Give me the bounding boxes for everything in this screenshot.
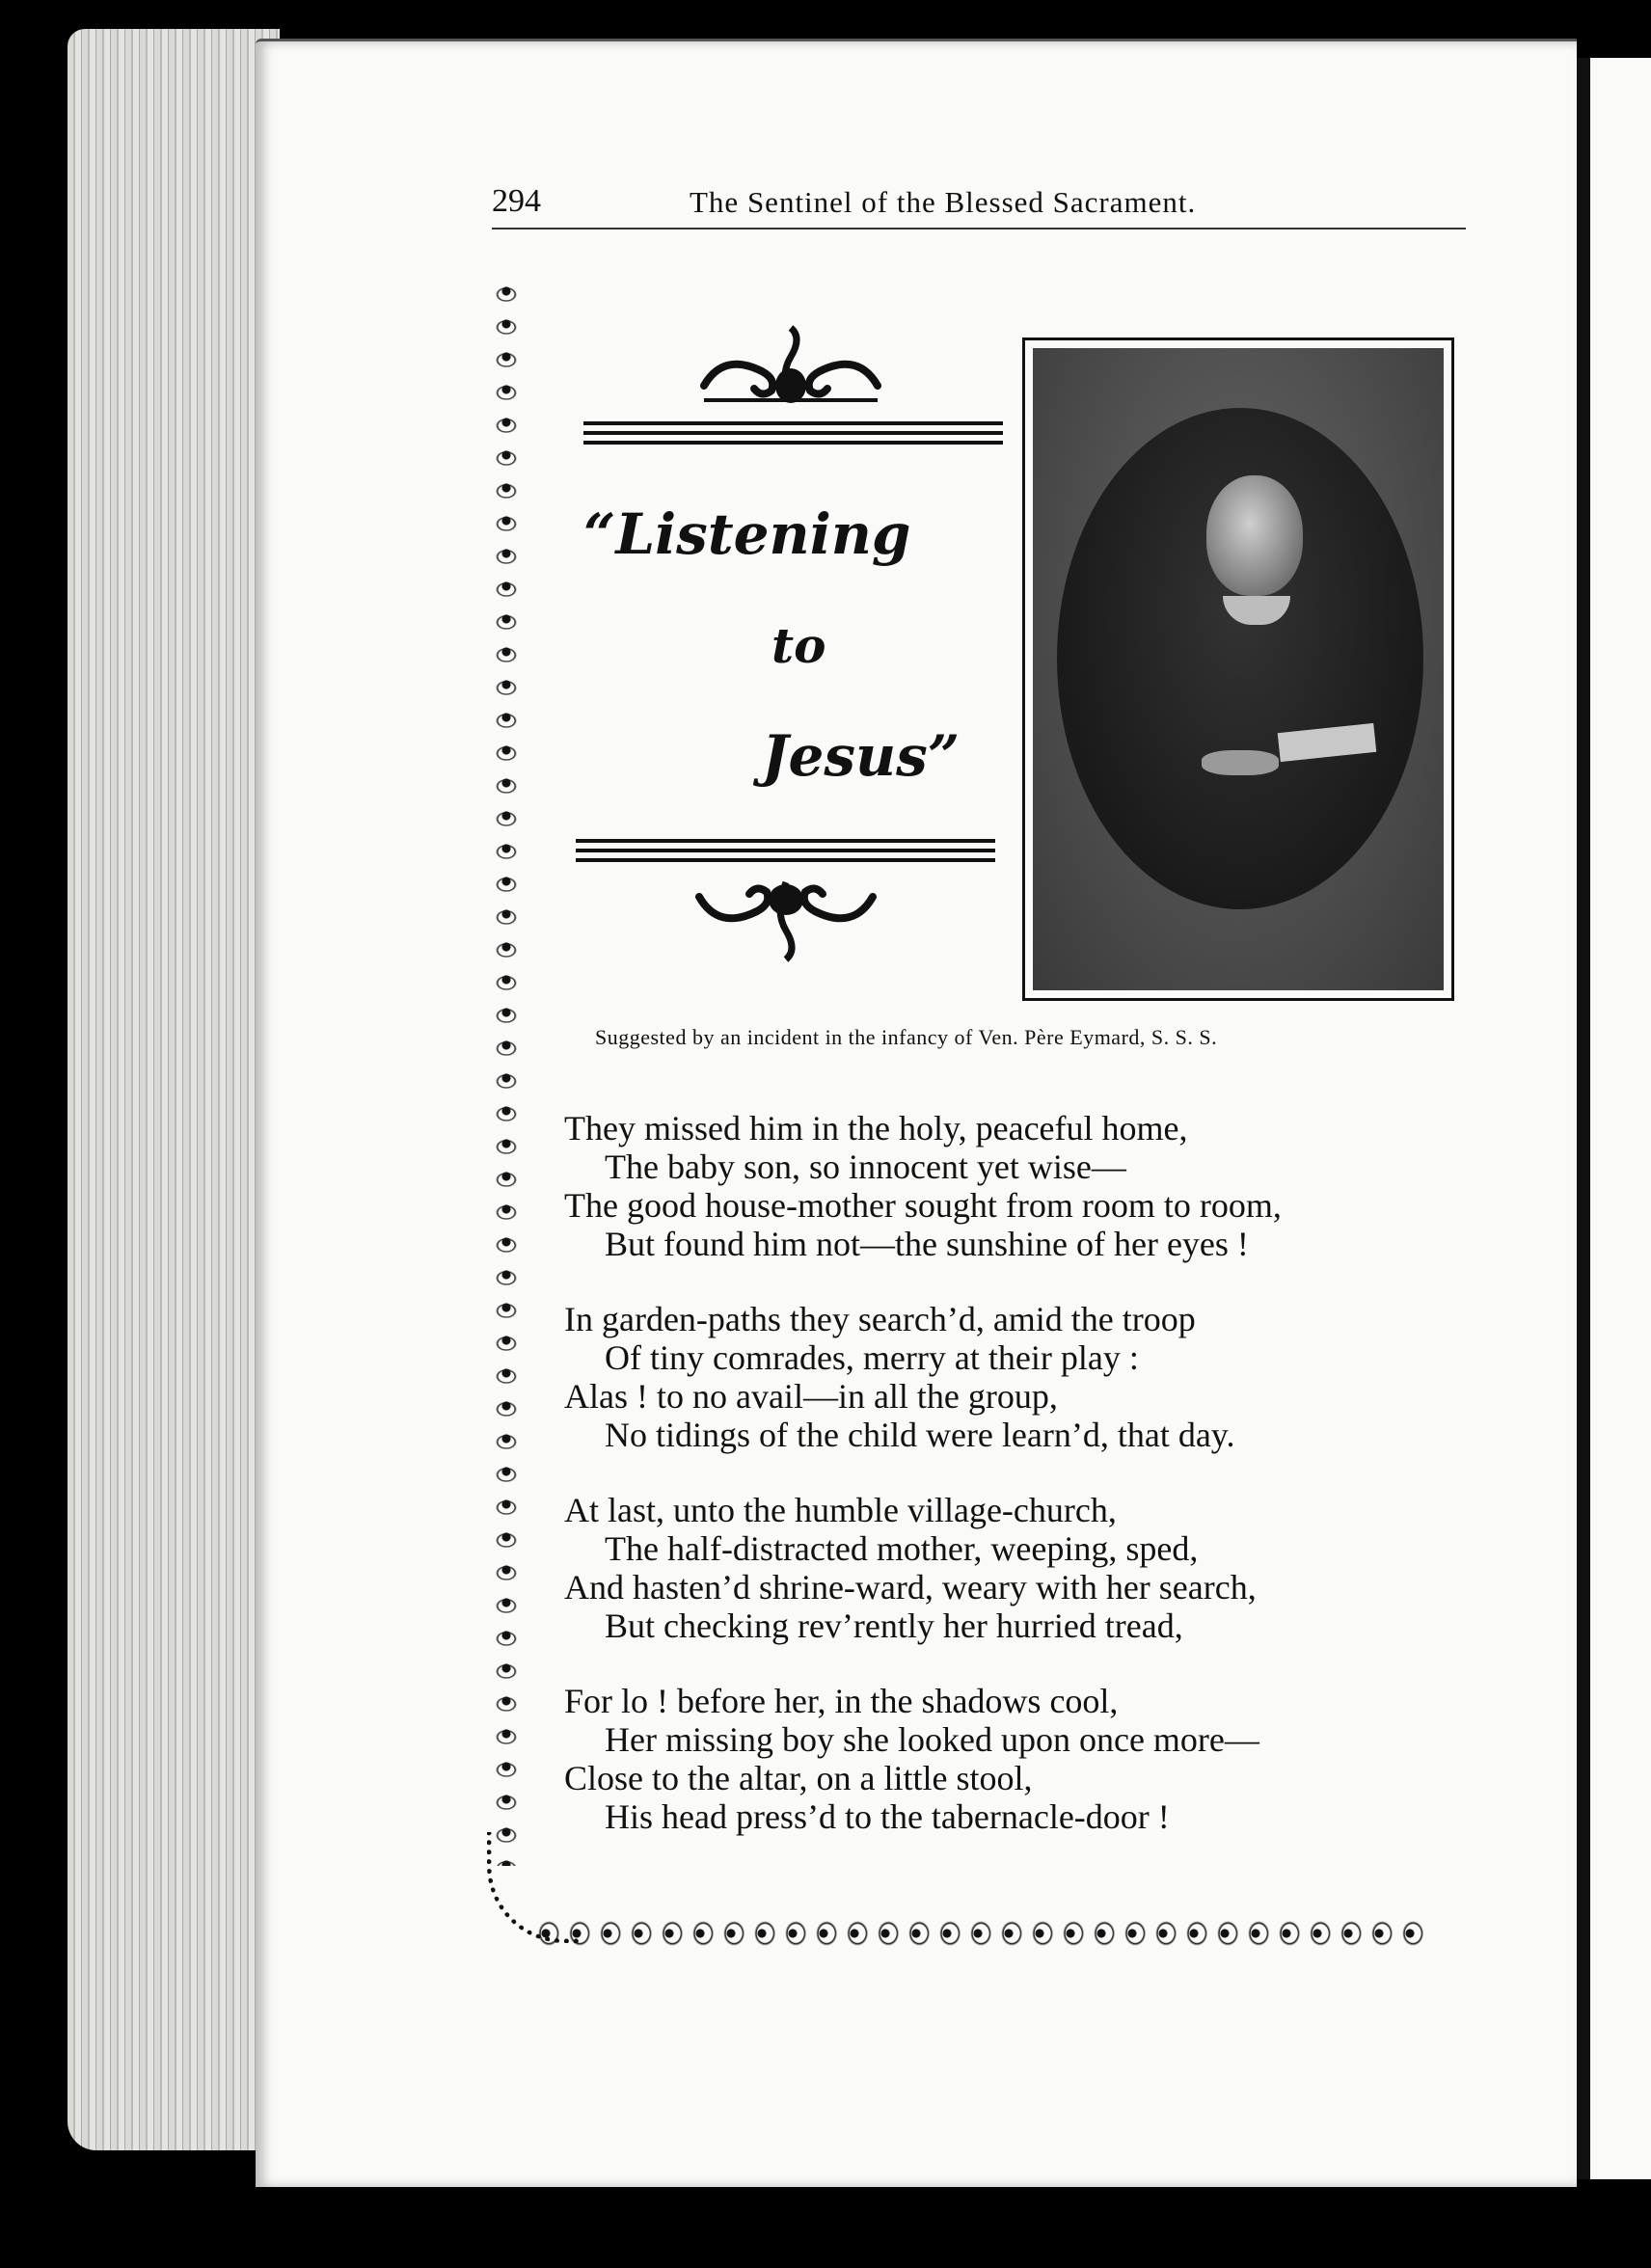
poem-line: But checking rev’rently her hurried tread, xyxy=(605,1606,1183,1645)
portrait-hand xyxy=(1202,750,1279,775)
poem-line: They missed him in the holy, peaceful home, xyxy=(564,1109,1188,1148)
portrait-photograph xyxy=(1022,338,1454,1001)
portrait-collar xyxy=(1223,596,1290,625)
scroll-flourish-bottom-icon xyxy=(690,873,882,964)
poem-line: At last, unto the humble village-church, xyxy=(564,1491,1117,1529)
poem-title-line-3: Jesus” xyxy=(762,723,961,789)
poem-title-line-2: to xyxy=(771,617,826,674)
page-number: 294 xyxy=(492,183,541,219)
poem-line: Close to the altar, on a little stool, xyxy=(564,1759,1033,1797)
poem-body xyxy=(564,1109,1471,1873)
portrait-head xyxy=(1206,475,1303,596)
portrait-photograph-icon xyxy=(1033,348,1444,990)
stanza xyxy=(564,1682,1471,1836)
title-rule-top xyxy=(583,421,1003,450)
poem-line: In garden-paths they search’d, amid the troop xyxy=(564,1300,1196,1338)
stanza xyxy=(564,1300,1471,1454)
running-title: The Sentinel of the Blessed Sacrament. xyxy=(690,185,1197,219)
portrait-book xyxy=(1278,723,1377,762)
facing-page-edge xyxy=(1577,58,1651,2179)
portrait-oval-frame xyxy=(1057,408,1423,909)
poem-line: His head press’d to the tabernacle-door ! xyxy=(605,1797,1170,1836)
portrait-caption: Suggested by an incident in the infancy of Ven. Père Eymard, S. S. S. xyxy=(595,1025,1218,1049)
running-header xyxy=(492,179,1466,230)
stanza xyxy=(564,1109,1471,1263)
poem-line: The baby son, so innocent yet wise— xyxy=(605,1148,1126,1186)
scroll-flourish-top-icon xyxy=(694,323,887,410)
book-page-edges xyxy=(68,29,280,2150)
title-rule-bottom xyxy=(576,839,995,868)
poem-line: No tidings of the child were learn’d, that day. xyxy=(605,1416,1235,1454)
poem-line: And hasten’d shrine-ward, weary with her search, xyxy=(564,1568,1257,1606)
poem-line: Of tiny comrades, merry at their play : xyxy=(605,1338,1139,1377)
poem-line: But found him not—the sunshine of her eyes ! xyxy=(605,1225,1249,1263)
poem-line: Her missing boy she looked upon once more— xyxy=(605,1720,1259,1759)
stanza xyxy=(564,1491,1471,1645)
poem-title-line-1: “Listening xyxy=(583,501,911,567)
poem-line: The half-distracted mother, weeping, sped, xyxy=(605,1529,1199,1568)
poem-line: For lo ! before her, in the shadows cool, xyxy=(564,1682,1119,1720)
floral-vine-border-left-icon xyxy=(477,275,535,1866)
poem-line: Alas ! to no avail—in all the group, xyxy=(564,1377,1058,1416)
floral-vine-border-bottom-icon xyxy=(530,1904,1432,1962)
poem-line: The good house-mother sought from room to room, xyxy=(564,1186,1282,1225)
